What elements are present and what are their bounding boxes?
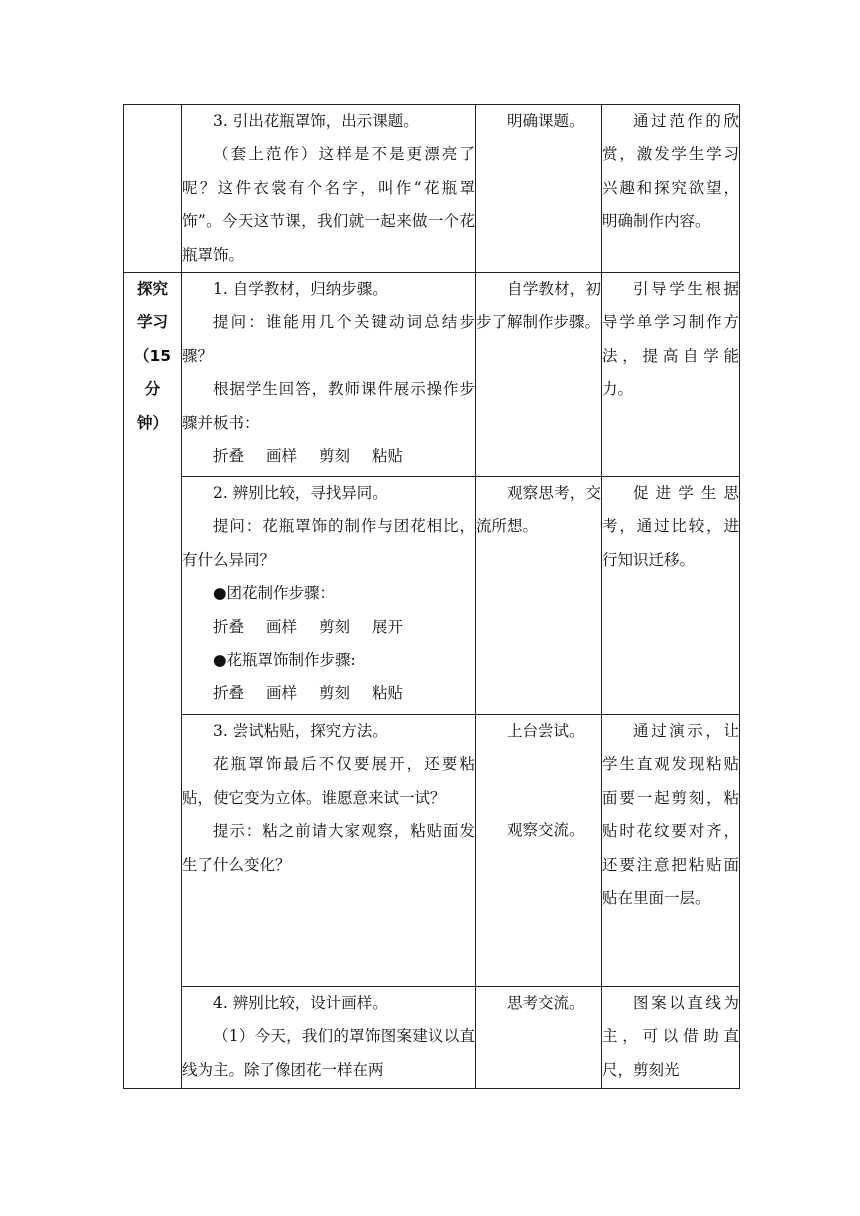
teacher-activity-cell xyxy=(182,273,476,477)
intent-line: 通过范作的欣赏，激发学生学习兴趣和探究欲望，明确制作内容。 xyxy=(602,112,739,231)
teacher-line: 1. 自学教材，归纳步骤。 xyxy=(213,280,388,299)
stage-cell xyxy=(124,273,182,1089)
intent-line: 促进学生思考，通过比较，进行知识迁移。 xyxy=(602,484,739,569)
student-line: 观察思考，交流所想。 xyxy=(476,484,601,536)
stage-label-line: 分 xyxy=(144,380,161,399)
step-list xyxy=(182,611,475,644)
student-activity-cell xyxy=(476,273,602,477)
teacher-activity-cell xyxy=(182,477,476,715)
student-line: 思考交流。 xyxy=(507,994,585,1013)
table-row xyxy=(124,105,740,273)
step-word: 展开 xyxy=(372,617,404,636)
step-word: 画样 xyxy=(266,684,298,703)
step-word: 粘贴 xyxy=(372,684,404,703)
stage-label-line: 探究 xyxy=(136,280,168,299)
student-activity-cell xyxy=(476,477,602,715)
stage-cell-empty xyxy=(124,105,182,273)
teacher-line: 2. 辨别比较，寻找异同。 xyxy=(213,484,388,503)
step-word: 折叠 xyxy=(213,617,245,636)
teacher-activity-cell xyxy=(182,105,476,273)
design-intent-cell xyxy=(602,987,740,1089)
table-row xyxy=(124,987,740,1089)
teacher-line: （1）今天，我们的罩饰图案建议以直线为主。除了像团花一样在两 xyxy=(182,1027,475,1079)
teacher-line: 3. 引出花瓶罩饰，出示课题。 xyxy=(213,112,419,130)
teacher-line: ●花瓶罩饰制作步骤: xyxy=(213,651,356,670)
student-line: 观察交流。 xyxy=(507,821,585,840)
step-word: 画样 xyxy=(266,617,298,636)
step-list xyxy=(182,677,475,710)
stage-label-line: 钟） xyxy=(136,413,168,432)
stage-label-line: 学习 xyxy=(136,313,168,332)
teacher-activity-cell xyxy=(182,987,476,1089)
step-list xyxy=(182,440,475,473)
step-word: 剪刻 xyxy=(319,684,351,703)
stage-label-line: （15 xyxy=(133,346,172,365)
teacher-line: 提问：谁能用几个关键动词总结步骤？ xyxy=(182,313,475,365)
intent-line: 引导学生根据导学单学习制作方法，提高自学能力。 xyxy=(602,280,739,399)
design-intent-cell xyxy=(602,477,740,715)
step-word: 剪刻 xyxy=(319,617,351,636)
step-word: 折叠 xyxy=(213,447,245,466)
step-word: 画样 xyxy=(266,447,298,466)
table-row xyxy=(124,477,740,715)
student-activity-cell xyxy=(476,987,602,1089)
teacher-line: 提示：粘之前请大家观察，粘贴面发生了什么变化？ xyxy=(182,822,475,874)
teacher-activity-cell xyxy=(182,715,476,987)
design-intent-cell xyxy=(602,273,740,477)
step-word: 折叠 xyxy=(213,684,245,703)
teacher-line: ●团花制作步骤： xyxy=(213,584,336,603)
student-activity-cell xyxy=(476,715,602,987)
teacher-line: 提问：花瓶罩饰的制作与团花相比，有什么异同？ xyxy=(182,517,475,569)
step-word: 粘贴 xyxy=(372,447,404,466)
student-line: 明确课题。 xyxy=(507,112,585,130)
spacer xyxy=(476,748,601,814)
step-word: 剪刻 xyxy=(319,447,351,466)
design-intent-cell xyxy=(602,715,740,987)
teacher-line: 3. 尝试粘贴，探究方法。 xyxy=(213,722,388,741)
teacher-line: 4. 辨别比较，设计画样。 xyxy=(213,994,388,1013)
lesson-plan-table xyxy=(123,104,740,1089)
student-line: 自学教材，初步了解制作步骤。 xyxy=(476,280,601,332)
teacher-line: （套上范作）这样是不是更漂亮了呢？这件衣裳有个名字，叫作“花瓶罩饰”。今天这节课，我们就一起来做一个花瓶罩饰。 xyxy=(182,145,475,264)
table-row xyxy=(124,715,740,987)
intent-line: 图案以直线为主，可以借助直尺，剪刻光 xyxy=(602,994,739,1079)
student-line: 上台尝试。 xyxy=(507,722,585,741)
table-row xyxy=(124,273,740,477)
teacher-line: 根据学生回答，教师课件展示操作步骤并板书： xyxy=(182,380,475,432)
student-activity-cell xyxy=(476,105,602,273)
design-intent-cell xyxy=(602,105,740,273)
teacher-line: 花瓶罩饰最后不仅要展开，还要粘贴，使它变为立体。谁愿意来试一试？ xyxy=(182,755,475,807)
intent-line: 通过演示，让学生直观发现粘贴面要一起剪刻，粘贴时花纹要对齐，还要注意把粘贴面贴在里面一层。 xyxy=(602,722,739,908)
